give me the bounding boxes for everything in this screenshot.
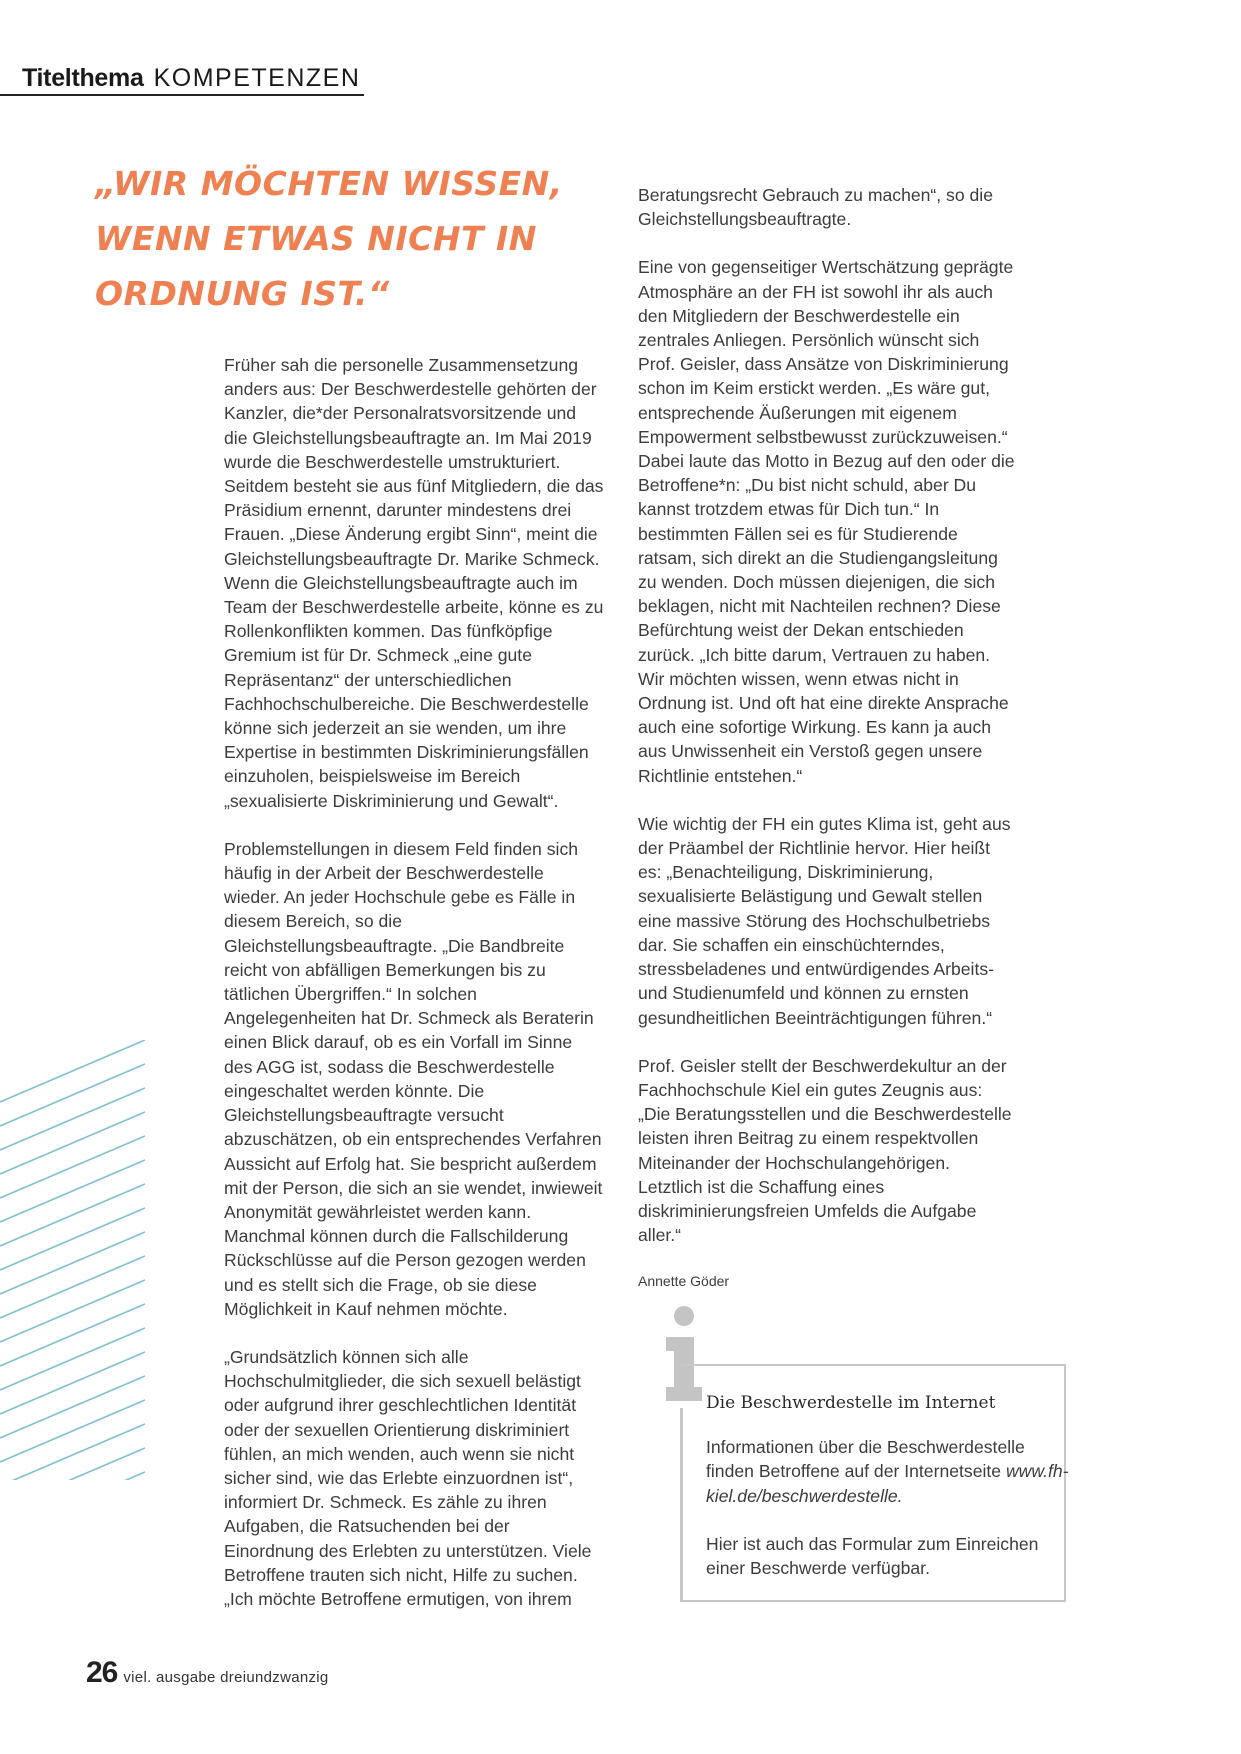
- stripe-line: [0, 1040, 145, 1102]
- stripe-line: [0, 1064, 145, 1126]
- paragraph: Wie wichtig der FH ein gutes Klima ist, geht aus der Präambel der Richtlinie hervor. Hier heißt es: „Benachteiligung, Diskriminierung, sexualisierte Belästigung und Gewalt stellen eine massive Störung des Hochschulbetriebs dar. Sie schaffen ein einschüchterndes, stressbeladenes und entwürdigendes Arbeits- und Studienumfeld und können zu ernsten gesundheitlichen Beeinträchtigungen führen.“: [638, 813, 1011, 1028]
- stripe-line: [0, 1400, 145, 1462]
- decorative-stripes: [0, 1040, 145, 1480]
- info-box-text-2: Hier ist auch das Formular zum Einreichen einer Beschwerde verfügbar.: [706, 1533, 1039, 1579]
- info-box-left-border: [680, 1408, 683, 1602]
- page-footer: [86, 1656, 329, 1690]
- stripe-line: [0, 1112, 145, 1174]
- paragraph: Prof. Geisler stellt der Beschwerdekultur an der Fachhochschule Kiel ein gutes Zeugnis aus: „Die Beratungsstellen und die Beschwerdestelle leisten ihren Beitrag zu einem respektvollen Miteinander der Hochschulangehörigen. Letztlich ist die Schaffung eines diskriminierungsfreien Umfelds die Aufgabe aller.“: [638, 1055, 1012, 1246]
- info-box-text: [706, 1435, 1076, 1508]
- right-column: [638, 183, 1018, 1294]
- paragraph: Eine von gegenseitiger Wertschätzung geprägte Atmosphäre an der FH ist sowohl ihr als auch den Mitgliedern der Beschwerdestelle ein zentrales Anliegen. Persönlich wünscht sich Prof. Geisler, dass Ansätze von Diskriminierung schon im Keim erstickt werden. „Es wäre gut, entsprechende Äußerungen mit eigenem Empowerment selbstbewusst zurückzuweisen.“ Dabei laute das Motto in Bezug auf den oder die Betroffene*n: „Du bist nicht schuld, aber Du kannst trotzdem etwas für Dich tun.“ In bestimmten Fällen sei es für Studierende ratsam, sich direkt an die Studiengangsleitung zu wenden. Doch müssen diejenigen, die sich beklagen, nicht mit Nachteilen rechnen? Diese Befürchtung weist der Dekan entschieden zurück. „Ich bitte darum, Vertrauen zu haben. Wir möchten wissen, wenn etwas nicht in Ordnung ist. Und oft hat eine direkte Ansprache auch eine sofortige Wirkung. Es kann ja auch aus Unwissenheit ein Verstoß gegen unsere Richtlinie entstehen.“: [638, 257, 1015, 786]
- section-label: Titelthema: [22, 64, 144, 92]
- paragraph: „Grundsätzlich können sich alle Hochschulmitglieder, die sich sexuell belästigt oder aufgrund ihrer geschlechtlichen Identität oder der sexuellen Orientierung diskriminiert fühlen, an mich wenden, auch wenn sie nicht sicher sind, wie das Erlebte einzuordnen ist“, informiert Dr. Schmeck. Es zähle zu ihren Aufgaben, die Ratsuchenden bei der Einordnung des Erlebten zu unterstützen. Viele Betroffene trauten sich nicht, Hilfe zu suchen. „Ich möchte Betroffene ermutigen, von ihrem: [224, 1346, 592, 1609]
- headline-line-2: WENN ETWAS NICHT IN: [95, 219, 537, 258]
- stripe-line: [0, 1352, 145, 1414]
- stripe-line: [0, 1304, 145, 1366]
- stripe-line: [0, 1136, 145, 1198]
- stripe-line: [0, 1160, 145, 1222]
- stripe-line: [0, 1256, 145, 1318]
- paragraph: Früher sah die personelle Zusammensetzung anders aus: Der Beschwerdestelle gehörten der Kanzler, die*der Personalratsvorsitzende und die Gleichstellungsbeauftragte an. Im Mai 2019 wurde die Beschwerdestelle umstrukturiert. Seitdem besteht sie aus fünf Mitgliedern, die das Präsidium ernennt, darunter mindestens drei Frauen. „Diese Änderung ergibt Sinn“, meint die Gleichstellungsbeauftragte Dr. Marike Schmeck. Wenn die Gleichstellungsbeauftragte auch im Team der Beschwerdestelle arbeite, könne es zu Rollenkonflikten kommen. Das fünfköpfige Gremium ist für Dr. Schmeck „eine gute Repräsentanz“ der unterschiedlichen Fachhochschulbereiche. Die Beschwerdestelle könne sich jederzeit an sie wenden, um ihre Expertise in bestimmten Diskriminierungsfällen einzuholen, beispielsweise im Bereich „sexualisierte Diskriminierung und Gewalt“.: [224, 355, 604, 811]
- stripe-line: [0, 1328, 145, 1390]
- stripe-line: [0, 1184, 145, 1246]
- info-box-title: Die Beschwerdestelle im Internet: [706, 1393, 996, 1413]
- pull-quote-headline: [95, 156, 615, 321]
- headline-line-3: ORDNUNG IST.“: [95, 274, 390, 313]
- paragraph: Beratungsrecht Gebrauch zu machen“, so die Gleichstellungsbeauftragte.: [638, 185, 994, 230]
- info-box-url[interactable]: www.fh-kiel.de/beschwerdestelle.: [706, 1461, 1069, 1506]
- author-byline: Annette Göder: [638, 1273, 730, 1290]
- info-box-text-1: Informationen über die Beschwerdestelle finden Betroffene auf der Internetseite: [706, 1437, 1025, 1482]
- info-box-content: [706, 1391, 1076, 1604]
- header-rule: [0, 94, 364, 96]
- page-number: 26: [86, 1656, 118, 1689]
- section-header: [22, 64, 360, 93]
- headline-line-1: „WIR MÖCHTEN WISSEN,: [95, 164, 563, 203]
- paragraph: Problemstellungen in diesem Feld finden sich häufig in der Arbeit der Beschwerdestelle wieder. An jeder Hochschule gebe es Fälle in diesem Bereich, so die Gleichstellungsbeauftragte. „Die Bandbreite reicht von abfälligen Bemerkungen bis zu tätlichen Übergriffen.“ In solchen Angelegenheiten hat Dr. Schmeck als Beraterin einen Blick darauf, ob es ein Vorfall im Sinne des AGG ist, sodass die Beschwerdestelle eingeschaltet werden könnte. Die Gleichstellungsbeauftragte versucht abzuschätzen, ob ein entsprechendes Verfahren Aussicht auf Erfolg hat. Sie bespricht außerdem mit der Person, die sich an sie wendet, inwieweit Anonymität gewährleistet werden kann. Manchmal können durch die Fallschilderung Rückschlüsse auf die Person gezogen werden und es stellt sich die Frage, ob sie diese Möglichkeit in Kauf nehmen möchte.: [224, 838, 603, 1319]
- stripe-line: [0, 1280, 145, 1342]
- section-topic: KOMPETENZEN: [153, 64, 361, 92]
- publication-name: viel. ausgabe dreiundzwanzig: [123, 1669, 329, 1686]
- stripe-line: [0, 1088, 145, 1150]
- stripe-line: [0, 1208, 145, 1270]
- stripe-line: [0, 1232, 145, 1294]
- left-column: [224, 353, 604, 1635]
- stripe-line: [0, 1376, 145, 1438]
